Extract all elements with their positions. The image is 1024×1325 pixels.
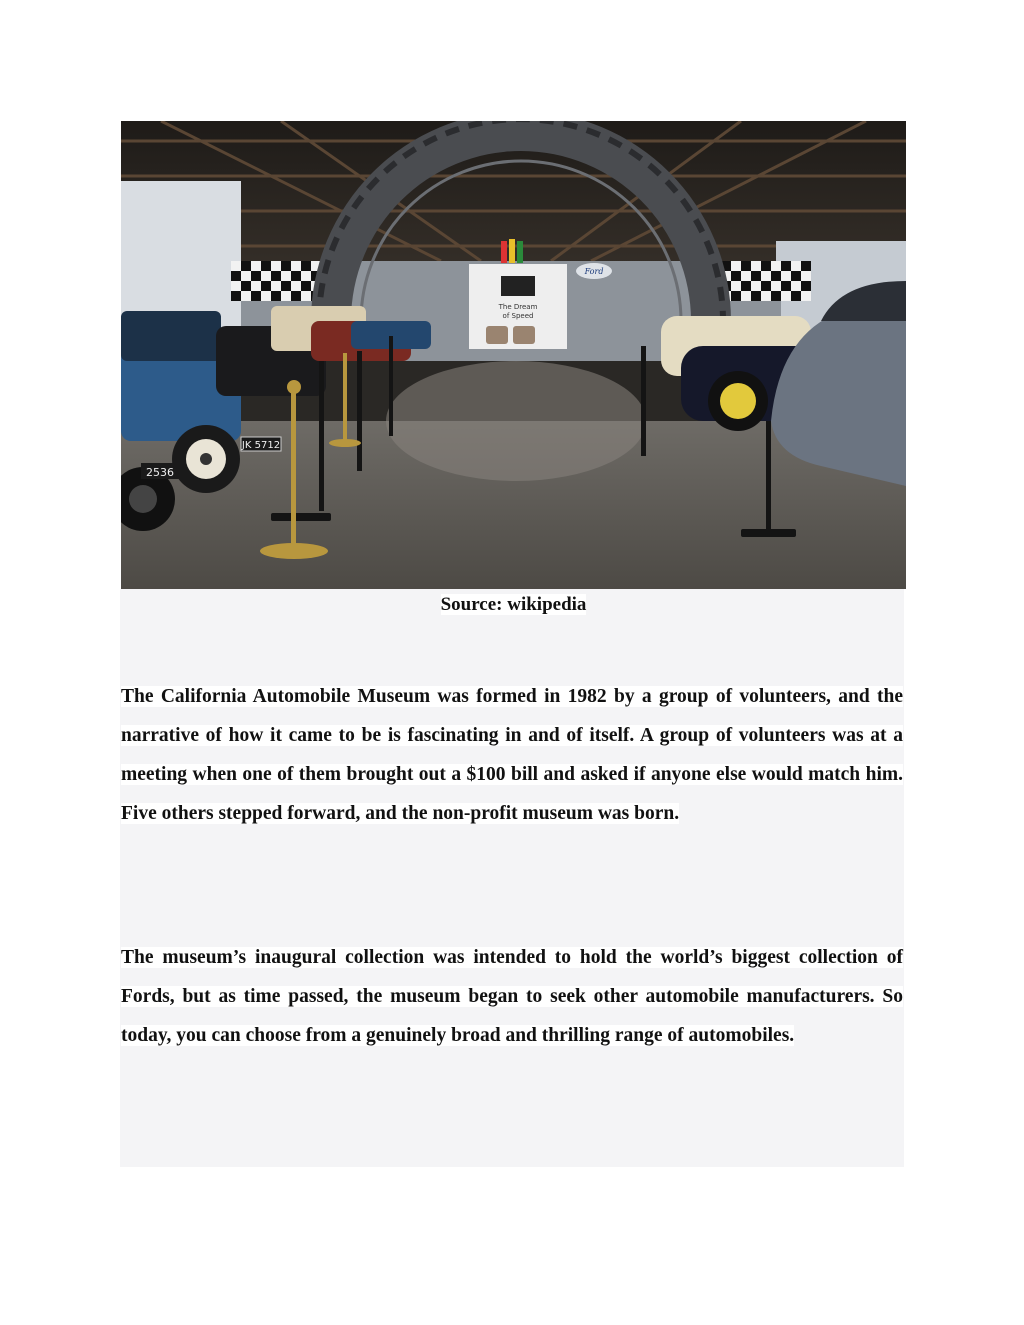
license-plate-2: 2536 (146, 466, 174, 479)
museum-photo (121, 121, 906, 589)
image-caption: Source: wikipedia (440, 594, 587, 615)
sign-text-2: of Speed (502, 312, 534, 320)
license-plate-1: JK 5712 (241, 440, 281, 451)
sign-text-1: The Dream (498, 303, 538, 311)
paragraph-2: The museum’s inaugural collection was intended to hold the world’s biggest collection of Fords, but as time passed, the museum began to seek other automobile manufacturers. So today, you can choose from a genuinely broad and thrilling range of automobiles. (121, 947, 903, 1046)
ford-logo-text: Ford (584, 267, 604, 276)
paragraph-1: The California Automobile Museum was formed in 1982 by a group of volunteers, and the narrative of how it came to be is fascinating in and of itself. A group of volunteers was at a meeting when one of them brought out a $100 bill and asked if anyone else would match him. Five others stepped forward, and the non-profit museum was born. (121, 686, 903, 824)
